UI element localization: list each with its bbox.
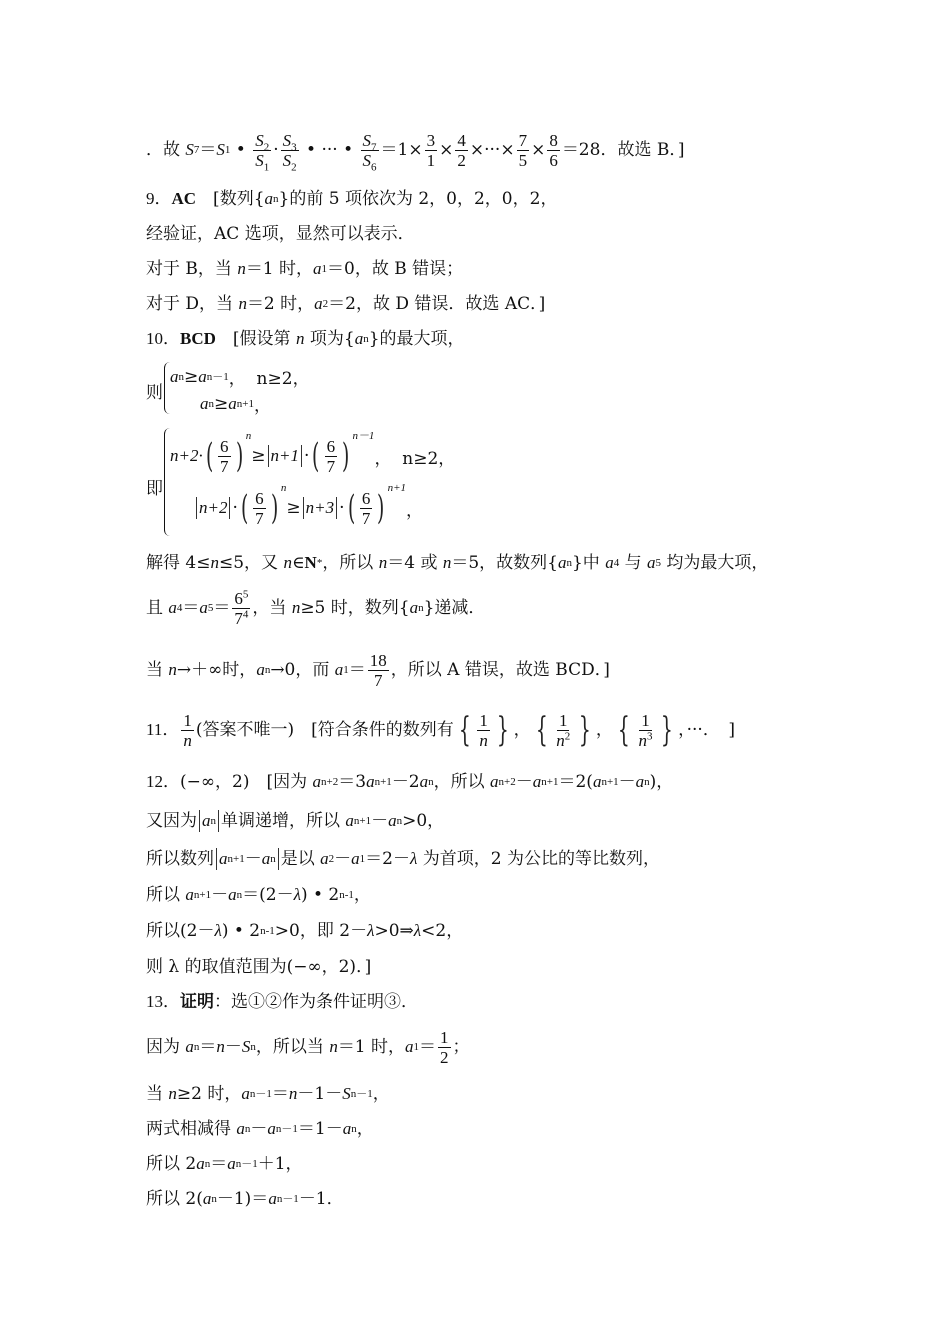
text: }的前 5 项依次为 2，0，2，0，2， [278, 189, 558, 209]
line-10-solve: 解得 4≤ n ≤5，又 n ∈ N * ，所以 n ＝4 或 n ＝5，故数列{ a n }中 a 4 与 a 5 均为最大项， [146, 553, 769, 573]
question-number: 13． [146, 992, 180, 1011]
question-number: 9． [146, 189, 172, 208]
line-12-geometric: 所以数列 a n+1 － a n 是以 a 2 － a 1 ＝2－ λ 为首项，2 为公比的等比数列， [146, 849, 660, 869]
text: ＝2，故 D 错误．故选 AC．] [328, 294, 546, 314]
var: S [216, 140, 225, 159]
answer: BCD [180, 329, 216, 348]
text: ×···× [469, 140, 515, 160]
system-row-2: a n ≥ a n+1 ， [200, 393, 271, 416]
fraction: $\frac{1}{n}$ [183, 710, 192, 750]
text: • ··· • [300, 140, 359, 160]
fraction: $\frac{6^5}{7^4}$ [234, 587, 249, 628]
fraction: $\frac{S_2}{S_1}$ [255, 130, 270, 173]
answer: AC [171, 189, 197, 208]
line-13-step3: 两式相减得 a n － a n－1 ＝1－ a n ， [146, 1119, 374, 1139]
var: n [295, 329, 305, 348]
line-12-inequality: 所以(2－ λ ) • 2 n-1 >0，即 2－ λ >0⇒ λ <2， [146, 921, 464, 941]
text: ＝ [199, 140, 217, 160]
line-9-verify [146, 223, 415, 245]
label: 即 [146, 479, 163, 499]
line-12-range: 则 λ 的取值范围为(−∞，2)．] [146, 957, 372, 977]
text: ＝1 时， [245, 259, 314, 279]
line-8-conclusion: ．故 S 7 ＝ S 1 • $\frac{S_2}{S_1}$ · $\frac{S_3}{S_2}$ • ··· • $\frac{S_7}{S_6}$ ＝1× $\frac{3}{1}$ × $\frac{4}{2}$ ×···× $\frac{7}{5}$ × $\frac{8}{6}$ ＝28．故选 B．] [146, 130, 685, 173]
line-9-option-d: 对于 D，当 n ＝2 时， a 2 ＝2，故 D 错误．故选 AC．] [146, 294, 546, 314]
text: × [531, 140, 546, 160]
question-number: 11． [146, 720, 180, 739]
text: ＝0，故 B 错误； [327, 259, 464, 279]
text: × [439, 140, 454, 160]
fraction: $\frac{4}{2}$ [457, 130, 466, 170]
line-11: 11． $\frac{1}{n}$ (答案不唯一) [符合条件的数列有 { $\frac{1}{n}$ } ， { $\frac{1}{n^2}$ } ， { $\frac{1}{n^3}$ } ，···． ] [146, 710, 735, 750]
var: a [313, 259, 322, 278]
fraction: $\frac{7}{5}$ [518, 130, 528, 170]
line-13-step1: 因为 a n ＝ n － S n ，所以当 n ＝1 时， a 1 ＝ $\frac{1}{2}$ ； [146, 1027, 470, 1067]
text: 经验证，AC 选项，显然可以表示． [146, 224, 415, 244]
var: a [264, 189, 274, 208]
question-number: 12． [146, 772, 180, 791]
line-13-step5: 所以 2( a n －1)＝ a n－1 －1． [146, 1189, 344, 1209]
line-10-max: 且 a 4 ＝ a 5 ＝ $\frac{6^5}{7^4}$ ，当 n ≥5 时，数列{ a n }递减． [146, 587, 486, 628]
line-9-option-b: 对于 B，当 n ＝1 时， a 1 ＝0，故 B 错误； [146, 259, 464, 279]
text: 对于 D，当 [146, 294, 239, 314]
fraction: $\frac{S_3}{S_2}$ [282, 130, 297, 173]
text: }的最大项， [368, 329, 465, 349]
line-12-formula: 所以 a n+1 － a n ＝(2－ λ ) • 2 n-1 ， [146, 885, 371, 905]
fraction: $\frac{S_7}{S_6}$ [362, 130, 377, 173]
text: · [273, 140, 279, 160]
text: [数列{ [196, 189, 265, 209]
line-10-header: 10． BCD [假设第 n 项为{ a n }的最大项， [146, 329, 465, 349]
label: 则 [146, 383, 163, 403]
var: S [185, 140, 194, 159]
text: [假设第 [215, 329, 296, 349]
system-row-2: n+2 · ( $\frac{6}{7}$ ) n ≥ n+3 · ( $\frac{6}{7}$ ) n+1 ， [194, 484, 423, 532]
fraction: $\frac{8}{6}$ [549, 130, 558, 170]
line-12-monotone: 又因为 a n 单调递增，所以 a n+1 － a n >0， [146, 811, 445, 831]
var: a [354, 329, 364, 348]
text: ＝28．故选 B．] [561, 140, 685, 160]
line-13-step2: 当 n ≥2 时， a n－1 ＝ n －1－ S n－1 ， [146, 1084, 390, 1104]
text: ＝1× [380, 140, 423, 160]
fraction: $\frac{1}{2}$ [440, 1027, 449, 1067]
line-13-header: 13． 证明 ：选①②作为条件证明③． [146, 992, 418, 1012]
text: ＝2 时， [246, 294, 315, 314]
system-row-1: a n ≥ a n－1 ， n≥2， [170, 366, 310, 389]
fraction: $\frac{3}{1}$ [426, 130, 436, 170]
var: n [238, 294, 247, 313]
text: • [230, 140, 252, 160]
var: n [237, 259, 246, 278]
line-10-limit: 当 n →＋∞时， a n →0，而 a 1 ＝ $\frac{18}{7}$ ，所以 A 错误，故选 BCD．] [146, 650, 610, 690]
line-9-header: 9． AC [数列{ a n }的前 5 项依次为 2，0，2，0，2， [146, 189, 558, 209]
line-12-header: 12． (−∞，2) [因为 a n+2 ＝3 a n+1 －2 a n ，所以 a n+2 － a n+1 ＝2( a n+1 － a n )， [146, 772, 674, 792]
text: 项为{ [304, 329, 355, 349]
proof-label: 证明 [180, 992, 214, 1012]
var: a [314, 294, 323, 313]
text: 对于 B，当 [146, 259, 238, 279]
text: ．故 [146, 140, 186, 160]
system-row-1: n+2· ( $\frac{6}{7}$ ) n ≥ n+1 · ( $\frac{6}{7}$ ) n－1 ， n≥2， [170, 430, 456, 476]
line-13-step4: 所以 2 a n ＝ a n－1 ＋1， [146, 1154, 303, 1174]
fraction: $\frac{18}{7}$ [369, 650, 387, 690]
question-number: 10． [146, 329, 180, 348]
